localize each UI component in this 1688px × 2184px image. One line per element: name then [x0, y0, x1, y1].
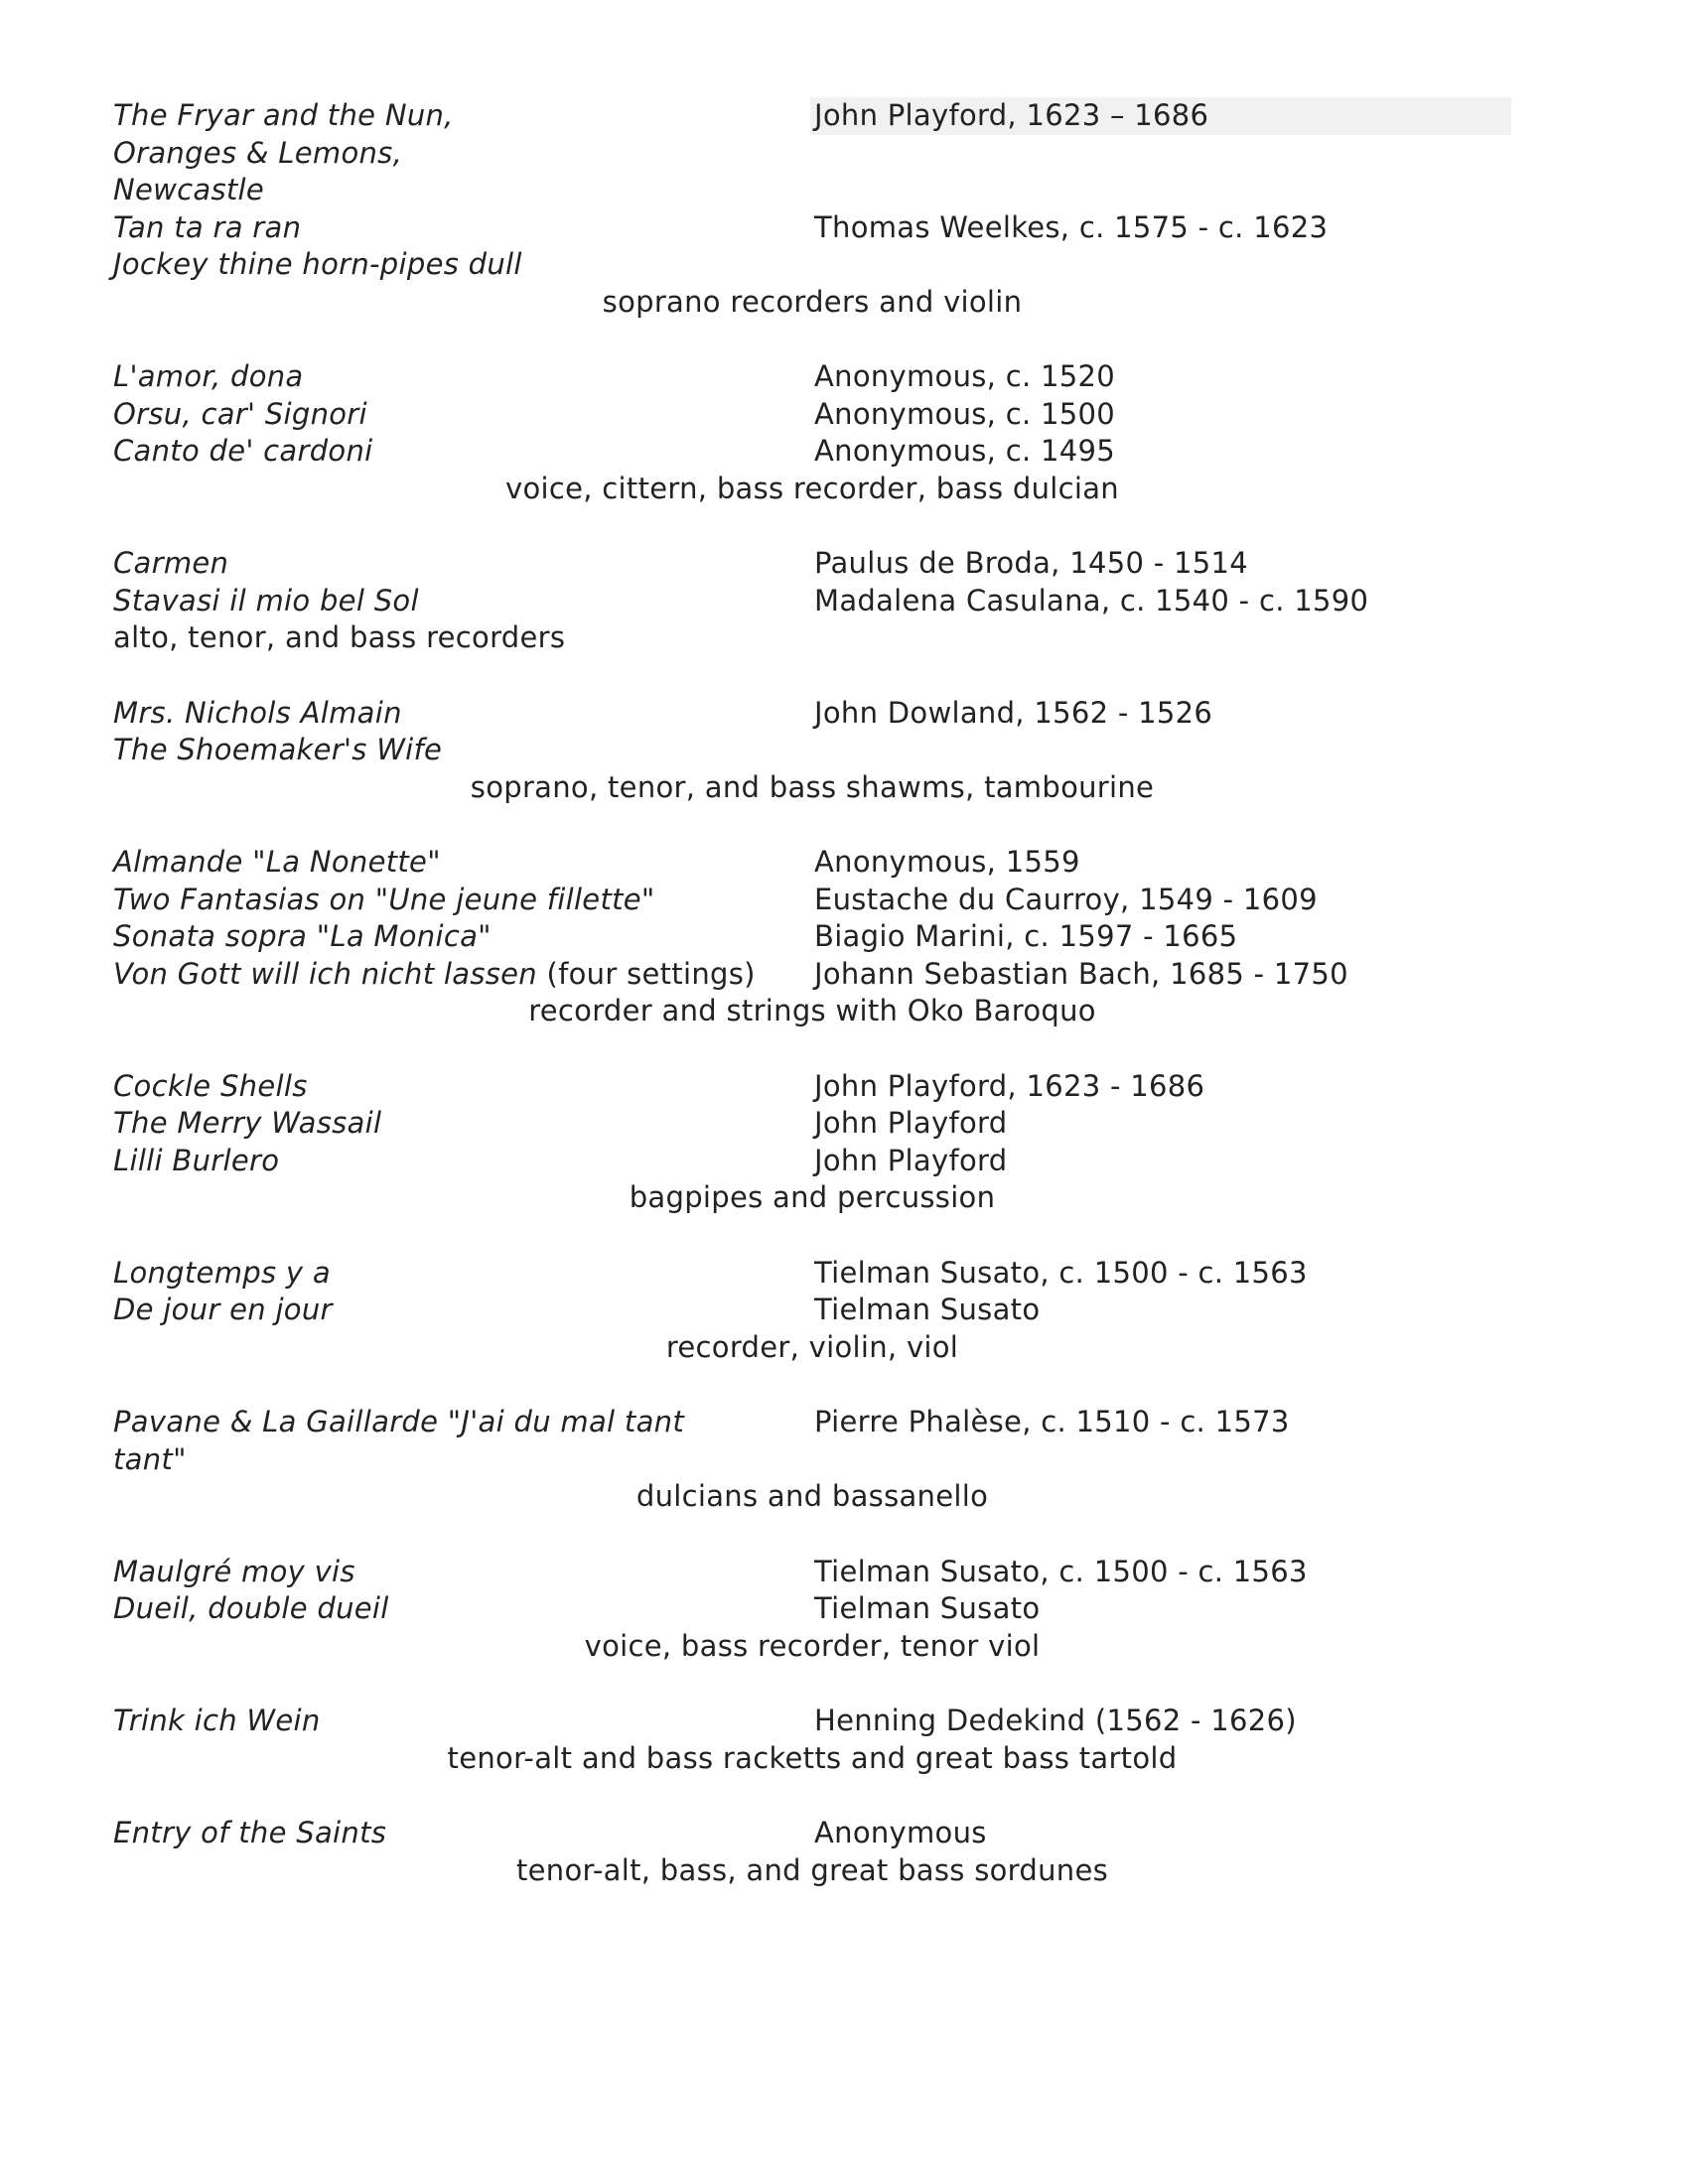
- program-row: [0, 695, 1688, 733]
- program-row: [0, 1554, 1688, 1591]
- program-row: [0, 956, 1688, 994]
- program-row: [0, 135, 1688, 173]
- instrumentation: voice, cittern, bass recorder, bass dulcian: [505, 471, 1119, 505]
- piece-title: [113, 545, 788, 583]
- program-row: [0, 1404, 1688, 1441]
- program-row: [0, 732, 1688, 769]
- instrumentation: soprano recorders and violin: [602, 284, 1023, 319]
- piece-title-text: Entry of the Saints: [113, 1816, 387, 1849]
- piece-title-text: Newcastle: [113, 173, 265, 206]
- piece-title-text: Almande "La Nonette": [113, 845, 441, 879]
- instrumentation: tenor-alt, bass, and great bass sordunes: [515, 1852, 1108, 1887]
- program-group: [0, 695, 1688, 807]
- program-group: [0, 97, 1688, 321]
- program-row: [0, 583, 1688, 620]
- instrumentation: alto, tenor, and bass recorders: [113, 620, 566, 654]
- instrumentation: dulcians and bassanello: [635, 1479, 989, 1513]
- piece-title-text: Lilli Burlero: [113, 1143, 280, 1177]
- piece-title: [113, 1143, 788, 1180]
- piece-title: [113, 1554, 788, 1591]
- piece-title-text: Trink ich Wein: [113, 1704, 321, 1737]
- piece-title: [113, 1068, 788, 1106]
- piece-title: [113, 1590, 788, 1628]
- piece-title: [113, 1255, 788, 1293]
- program-group: [0, 545, 1688, 657]
- piece-title-text: Tan ta ra ran: [113, 209, 302, 244]
- composer: Anonymous: [814, 1816, 987, 1849]
- program-row: [0, 1590, 1688, 1628]
- piece-title: [113, 246, 788, 284]
- piece-title: [113, 1404, 788, 1441]
- composer: Anonymous, c. 1520: [814, 359, 1116, 393]
- program-group: [0, 1554, 1688, 1666]
- program-group: [0, 358, 1688, 507]
- program-row: [0, 246, 1688, 284]
- instrumentation: soprano, tenor, and bass shawms, tambourine: [470, 769, 1155, 804]
- composer: John Playford, 1623 - 1686: [814, 1068, 1205, 1103]
- piece-title-text: Stavasi il mio bel Sol: [113, 583, 419, 617]
- program-group: [0, 1815, 1688, 1889]
- instrumentation: tenor-alt and bass racketts and great bass tartold: [447, 1740, 1178, 1775]
- instrumentation: voice, bass recorder, tenor viol: [584, 1628, 1041, 1663]
- program-row: [0, 545, 1688, 583]
- piece-title: [113, 956, 788, 994]
- composer: Madalena Casulana, c. 1540 - c. 1590: [814, 583, 1369, 617]
- composer: Thomas Weelkes, c. 1575 - c. 1623: [814, 209, 1329, 244]
- piece-title: [113, 583, 788, 620]
- piece-title-text: Sonata sopra "La Monica": [113, 919, 492, 953]
- piece-title: [113, 358, 788, 396]
- program-group: [0, 1703, 1688, 1777]
- piece-title-text: Jockey thine horn-pipes dull: [113, 247, 522, 281]
- piece-title: [113, 844, 788, 882]
- piece-title-text: The Merry Wassail: [113, 1106, 382, 1140]
- piece-title: [113, 695, 788, 733]
- piece-title: [113, 1105, 788, 1143]
- composer: Biagio Marini, c. 1597 - 1665: [814, 919, 1238, 953]
- program-group: [0, 1255, 1688, 1367]
- piece-title-text: L'amor, dona: [113, 359, 304, 393]
- composer: John Playford, 1623 – 1686: [810, 97, 1511, 135]
- program-row: [0, 882, 1688, 919]
- program-row: [0, 172, 1688, 209]
- piece-title-text: The Fryar and the Nun,: [113, 98, 454, 132]
- piece-title-text: De jour en jour: [113, 1293, 333, 1326]
- piece-title-text: Longtemps y a: [113, 1255, 331, 1290]
- program-row: [0, 1105, 1688, 1143]
- piece-title: [113, 135, 788, 173]
- composer: John Playford: [814, 1143, 1008, 1177]
- piece-title-text: tant": [113, 1441, 187, 1476]
- composer: Tielman Susato: [814, 1591, 1041, 1625]
- composer: Tielman Susato, c. 1500 - c. 1563: [814, 1554, 1308, 1588]
- composer: Paulus de Broda, 1450 - 1514: [814, 546, 1249, 580]
- composer: Anonymous, c. 1500: [814, 396, 1116, 431]
- composer: Johann Sebastian Bach, 1685 - 1750: [814, 956, 1348, 991]
- composer: Henning Dedekind (1562 - 1626): [814, 1704, 1297, 1737]
- program-row: [0, 396, 1688, 434]
- program-group: [0, 1404, 1688, 1516]
- composer: Pierre Phalèse, c. 1510 - c. 1573: [814, 1405, 1290, 1438]
- composer: Tielman Susato: [814, 1293, 1041, 1326]
- piece-title-text: Orsu, car' Signori: [113, 396, 367, 431]
- program-group: [0, 844, 1688, 1030]
- composer: John Dowland, 1562 - 1526: [814, 695, 1213, 730]
- piece-title-text: Carmen: [113, 546, 229, 580]
- piece-title-note: (four settings): [536, 956, 756, 991]
- composer: Anonymous, 1559: [814, 845, 1080, 879]
- piece-title-text: Cockle Shells: [113, 1068, 308, 1103]
- piece-title-text: Two Fantasias on "Une jeune fillette": [113, 882, 655, 916]
- piece-title-text: Canto de' cardoni: [113, 434, 373, 468]
- piece-title: [113, 882, 788, 919]
- piece-title-text: Pavane & La Gaillarde "J'ai du mal tant: [113, 1405, 684, 1438]
- program-row: [0, 918, 1688, 956]
- program-row: [0, 1143, 1688, 1180]
- program-row: [0, 209, 1688, 247]
- instrumentation: recorder, violin, viol: [665, 1329, 959, 1364]
- program-row: [0, 97, 1688, 135]
- program-row: [0, 1815, 1688, 1852]
- piece-title-text: Maulgré moy vis: [113, 1554, 355, 1588]
- piece-title: [113, 97, 788, 135]
- program-row: [0, 1703, 1688, 1740]
- program-row: [0, 1255, 1688, 1293]
- piece-title: [113, 732, 788, 769]
- composer: John Playford: [814, 1106, 1008, 1140]
- instrumentation: recorder and strings with Oko Baroquo: [528, 994, 1096, 1027]
- piece-title-text: Dueil, double dueil: [113, 1591, 389, 1625]
- program-row: [0, 844, 1688, 882]
- piece-title: [113, 396, 788, 434]
- program-row: [0, 358, 1688, 396]
- program-group: [0, 1068, 1688, 1217]
- concert-program: [0, 97, 1688, 1927]
- composer: Anonymous, c. 1495: [814, 434, 1116, 468]
- piece-title: [113, 1703, 788, 1740]
- piece-title: [113, 1292, 788, 1329]
- piece-title: [113, 1815, 788, 1852]
- piece-title-text: The Shoemaker's Wife: [113, 733, 443, 766]
- piece-title: [113, 918, 788, 956]
- piece-title: [113, 433, 788, 471]
- program-row: [0, 1292, 1688, 1329]
- composer: Tielman Susato, c. 1500 - c. 1563: [814, 1255, 1308, 1290]
- piece-title-text: Von Gott will ich nicht lassen: [113, 956, 537, 991]
- piece-title: [113, 1441, 788, 1479]
- program-row: [0, 1441, 1688, 1479]
- piece-title-text: Mrs. Nichols Almain: [113, 695, 402, 730]
- instrumentation: bagpipes and percussion: [629, 1180, 996, 1214]
- piece-title: [113, 209, 788, 247]
- piece-title-text: Oranges & Lemons,: [113, 135, 403, 170]
- program-row: [0, 433, 1688, 471]
- composer: Eustache du Caurroy, 1549 - 1609: [814, 882, 1318, 916]
- program-row: [0, 1068, 1688, 1106]
- piece-title: [113, 172, 788, 209]
